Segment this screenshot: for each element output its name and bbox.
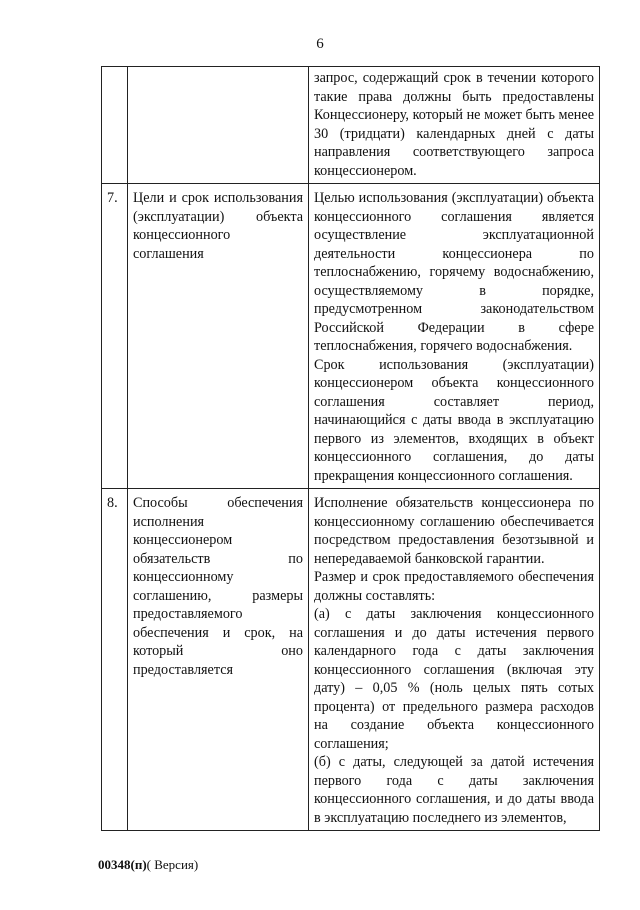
row-number-cell: 7. bbox=[102, 184, 128, 489]
description-paragraph: (а) с даты заключения концессионного соглашения и до даты истечения первого календарного года с даты заключения концессионного соглашения (включая эту дату) – 0,05 % (ноль целых пять сотых процента) от предельного размера расходов на создание объекта концессионного соглашения; bbox=[314, 606, 594, 752]
row-name-cell: Цели и срок использования (эксплуатации) объекта концессионного соглашения bbox=[128, 184, 309, 489]
description-paragraph: Целью использования (эксплуатации) объекта концессионного соглашения является осуществление эксплуатационной деятельности концессионера по теплоснабжению, горячему водоснабжению, осуществляемому в порядке, предусмотренном законодательством Российской Федерации в сфере теплоснабжения, горячего водоснабжения. bbox=[314, 190, 594, 354]
table-row bbox=[102, 489, 600, 831]
row-description-cell bbox=[309, 489, 600, 831]
row-number-cell: 8. bbox=[102, 489, 128, 831]
page-number: 6 bbox=[316, 36, 324, 52]
document-footer bbox=[98, 857, 198, 873]
row-number-cell bbox=[102, 67, 128, 184]
document-version: ( Версия) bbox=[146, 857, 199, 872]
row-name-cell: Способы обеспечения исполнения концессионером обязательств по концессионному соглашению, размеры предоставляемого обеспечения и срок, на который оно предоставляется bbox=[128, 489, 309, 831]
description-paragraph: Срок использования (эксплуатации) концессионером объекта концессионного соглашения составляет период, начинающийся с даты ввода в эксплуатацию первого из элементов, входящих в объект концессионного соглашения, до даты прекращения концессионного соглашения. bbox=[314, 356, 594, 484]
table-row bbox=[102, 184, 600, 489]
description-paragraph: Исполнение обязательств концессионера по концессионному соглашению обеспечивается посредством предоставления безотзывной и непередаваемой банковской гарантии. bbox=[314, 495, 594, 567]
row-description-cell bbox=[309, 67, 600, 184]
description-paragraph: запрос, содержащий срок в течении которого такие права должны быть предоставлены Концессионеру, который не может быть менее 30 (тридцати) календарных дней с даты направления соответствующего запроса концессионером. bbox=[314, 70, 594, 179]
concession-terms-table bbox=[101, 66, 600, 831]
table-row bbox=[102, 67, 600, 184]
description-paragraph: Размер и срок предоставляемого обеспечения должны составлять: bbox=[314, 569, 594, 604]
description-paragraph: (б) с даты, следующей за датой истечения первого года с даты заключения концессионного соглашения, и до даты ввода в эксплуатацию последнего из элементов, bbox=[314, 754, 594, 826]
row-name-cell bbox=[128, 67, 309, 184]
row-description-cell bbox=[309, 184, 600, 489]
document-code: 00348(п) bbox=[98, 857, 147, 872]
